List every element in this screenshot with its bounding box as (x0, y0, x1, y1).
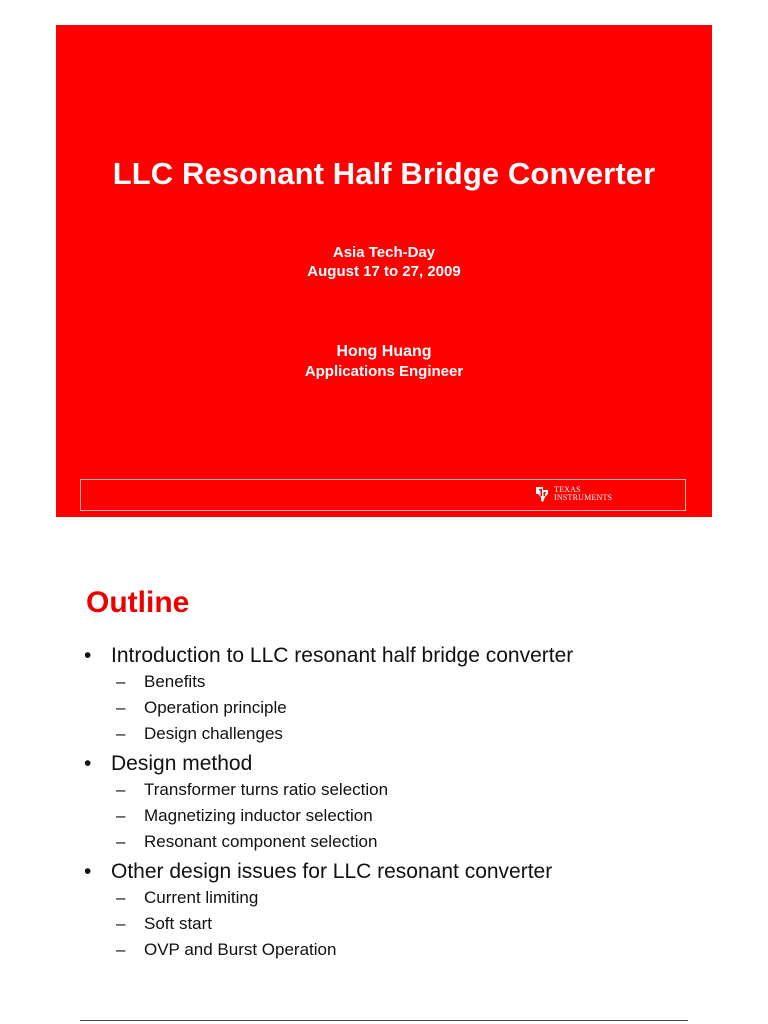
sub-list-item-text: Operation principle (144, 698, 287, 717)
dash-glyph: – (116, 724, 126, 743)
sub-list-item (116, 911, 573, 937)
list-item-text: Design method (111, 752, 253, 775)
sub-list-item (116, 777, 573, 803)
sub-list-item-text: Current limiting (144, 888, 259, 907)
sub-list-item (116, 829, 573, 855)
event-info (56, 243, 712, 281)
sub-list-item (116, 669, 573, 695)
list-item (84, 643, 573, 747)
outline-slide (56, 565, 712, 1005)
sub-list-item-text: Magnetizing inductor selection (144, 806, 373, 825)
texas-instruments-logo-icon (533, 485, 551, 503)
event-name: Asia Tech-Day (332, 244, 436, 261)
dash-glyph: – (116, 806, 126, 825)
sub-list-item (116, 721, 573, 747)
title-slide (56, 25, 712, 517)
sub-list-item-text: Transformer turns ratio selection (144, 780, 389, 799)
sub-list-item (116, 695, 573, 721)
presentation-title: LLC Resonant Half Bridge Converter (112, 156, 656, 191)
page-bottom-divider (80, 1020, 688, 1021)
sub-list (111, 669, 573, 747)
event-dates: August 17 to 27, 2009 (307, 263, 461, 280)
sub-list (111, 777, 573, 855)
sub-list-item-text: Resonant component selection (144, 832, 378, 851)
dash-glyph: – (116, 914, 126, 933)
dash-glyph: – (116, 698, 126, 717)
sub-list-item (116, 937, 573, 963)
ti-logo (533, 485, 612, 503)
sub-list-item-text: OVP and Burst Operation (144, 940, 337, 959)
sub-list-item-text: Design challenges (144, 724, 283, 743)
list-item-text: Other design issues for LLC resonant converter (111, 860, 553, 883)
sub-list-item-text: Benefits (144, 672, 206, 691)
outline-heading: Outline (86, 586, 190, 619)
dash-glyph: – (116, 780, 126, 799)
ti-wordmark (554, 486, 612, 502)
list-item (84, 751, 573, 855)
ti-wordmark-line2: INSTRUMENTS (554, 493, 613, 502)
sub-list-item (116, 803, 573, 829)
ti-wordmark-line1: TEXAS (554, 485, 581, 494)
footer-bar (80, 479, 686, 511)
author-name: Hong Huang (336, 343, 432, 360)
list-item (84, 859, 573, 963)
dash-glyph: – (116, 940, 126, 959)
bullet-glyph: • (84, 860, 92, 883)
bullet-glyph: • (84, 752, 92, 775)
outline-list (84, 639, 573, 963)
bullet-glyph: • (84, 644, 92, 667)
list-item-text: Introduction to LLC resonant half bridge converter (111, 644, 574, 667)
sub-list (111, 885, 573, 963)
sub-list-item (116, 885, 573, 911)
sub-list-item-text: Soft start (144, 914, 213, 933)
dash-glyph: – (116, 888, 126, 907)
author-role: Applications Engineer (304, 363, 464, 380)
dash-glyph: – (116, 672, 126, 691)
dash-glyph: – (116, 832, 126, 851)
